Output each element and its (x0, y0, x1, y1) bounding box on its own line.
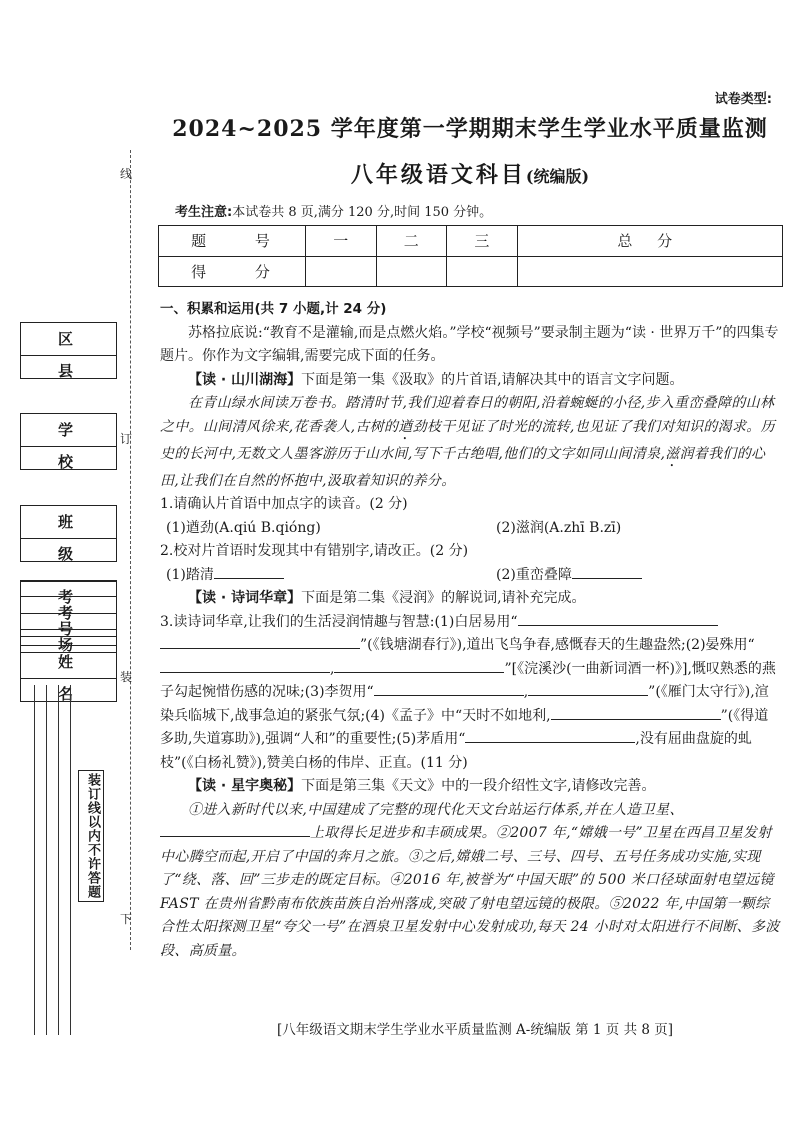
subject-name: 八年级语文科目 (350, 162, 526, 188)
binding-line-2 (46, 685, 47, 1035)
exam-title: 2024~2025 学年度第一学期期末学生学业水平质量监测 (172, 116, 768, 142)
school-field[interactable] (20, 413, 117, 470)
q3-text-b: ”(《钱塘湖春行》),道出飞鸟争春,感慨春天的生趣盎然; (360, 637, 686, 653)
school-label: 学 校 (21, 414, 116, 447)
part-2-tag: 【读 · 诗词华章】 (188, 590, 302, 606)
q3-blank-1b[interactable] (160, 634, 360, 649)
score-header-2: 二 (376, 226, 447, 257)
score-cell-1[interactable] (306, 256, 377, 287)
score-header-3: 三 (447, 226, 518, 257)
no-answer-notice: 装订线以内不许答题 (78, 770, 104, 902)
q1-option-1[interactable]: (1)遒劲(A.qiú B.qióng) (166, 519, 321, 536)
exam-subtitle (160, 158, 780, 189)
part-1-text: 下面是第一集《汲取》的片首语,请解决其中的语言文字问题。 (301, 371, 684, 388)
score-cell-total[interactable] (517, 256, 782, 287)
q3-text-d: ”[《浣溪沙(一曲新词酒一杯)》],慨叹熟悉的燕子勾起惋惜伤感的况味;(3)李贺用“ (160, 660, 776, 700)
county-label: 区 县 (21, 323, 116, 356)
passage-3-a: ①进入新时代以来,中国建成了完整的现代化天文台站运行体系,并在人造卫星、 (188, 801, 684, 818)
score-table-header-row (159, 226, 783, 257)
class-field[interactable] (20, 505, 117, 562)
kaohao-label: 考 号 (21, 581, 116, 614)
q3-blank-4[interactable] (551, 705, 721, 720)
binding-line-4 (70, 685, 71, 1035)
q3-blank-1a[interactable] (518, 611, 718, 626)
part-3-text: 下面是第三集《天文》中的一段介绍性文字,请修改完善。 (301, 778, 656, 794)
class-label: 班 级 (21, 506, 116, 539)
q2-answer-2[interactable] (572, 564, 642, 579)
binding-mark-staple: 订 (120, 432, 133, 446)
name-label: 姓 名 (21, 646, 116, 679)
q3-text-f: (4)《孟子》中“天时不如地利, (365, 707, 551, 724)
intro-paragraph: 苏格拉底说:“教育不是灌输,而是点燃火焰。”学校“视频号”要录制主题为“读 · 世界万千”的四集专题片。你作为文字编辑,需要完成下面的任务。 (160, 324, 779, 364)
q3-text-h: ,没有屈曲盘旋的虬枝”(《白杨礼赞》),赞美白杨的伟岸、正直。(11 分) (160, 731, 752, 771)
q3-blank-3a[interactable] (374, 681, 524, 696)
paper-type-label: 试卷类型: (714, 92, 772, 107)
score-cell-2[interactable] (376, 256, 447, 287)
q2-item-2-label: (2)重峦叠障 (496, 566, 572, 583)
q3-blank-2a[interactable] (160, 658, 330, 673)
candidate-notice (175, 201, 492, 220)
edition-label: (统编版) (525, 167, 590, 186)
part-1-tag: 【读 · 山川湖海】 (188, 371, 302, 388)
binding-line-3 (58, 685, 59, 1035)
q2-item-1 (160, 564, 496, 588)
question-2: 2.校对片首语时发现其中有错别字,请改正。(2 分) (160, 543, 469, 559)
score-table-score-row (159, 256, 783, 287)
binding-line-1 (34, 685, 35, 1035)
question-3: 3.读诗词华章,让我们的生活浸润情趣与智慧:(1)白居易用“”(《钱塘湖春行》),道出飞鸟争春,感慨春天的生趣盎然;(2)晏殊用“, ”[《浣溪沙(一曲新词酒一杯)》],慨叹熟悉的燕子勾起惋惜伤感的况味;(3)李贺用“ , ”(《雁门太守行》),渲染兵临城下,战事急迫的紧张气氛;(4)《孟子》中“天时不如地利, ”(《得道多助,失道寡助》),强调“人和”的重要性;(5)茅盾用“ ,没有屈曲盘旋的虬枝”(《白杨礼赞》),赞美白杨的伟岸、正直。(11 分) (160, 611, 782, 776)
part-3-paragraph (160, 775, 782, 799)
county-field[interactable] (20, 322, 117, 379)
q3-text-a: 3.读诗词华章,让我们的生活浸润情趣与智慧:(1)白居易用“ (160, 613, 518, 630)
passage-3-b: 上取得长足进步和丰硕成果。②2007 年,“嫦娥一号”卫星在西昌卫星发射中心腾空而起,开启了中国的奔月之旅。③之后,嫦娥二号、三号、四号、五号任务成功实施,实现了“绕、落、回”三步走的既定目标。④2016 年,被誉为“中国天眼”的 500 米口径球面射电望远镜 FAST 在贵州省黔南布依族苗族自治州落成,突破了射电望远镜的极限。⑤2022 年,中国第一颗综合性太阳探测卫星“夸父一号”在酒泉卫星发射中心发射成功,每天 24 小时对太阳进行不间断、多波段、高质量。 (160, 825, 780, 959)
part-2-paragraph (160, 587, 782, 611)
kaohao-field[interactable] (20, 580, 117, 637)
passage-3-blank[interactable] (160, 822, 310, 837)
notice-text: 本试卷共 8 页,满分 120 分,时间 150 分钟。 (232, 205, 493, 220)
q1-option-2[interactable]: (2)滋润(A.zhī B.zī) (496, 519, 622, 536)
q2-item-1-label: (1)踏清 (166, 566, 214, 583)
score-table (158, 225, 783, 287)
passage-3 (160, 799, 782, 964)
question-1-options (160, 517, 782, 541)
binding-mark-bind: 装 (120, 670, 133, 684)
score-row-label: 得 分 (159, 256, 306, 287)
page-footer: [八年级语文期末学生学业水平质量监测 A-统编版 第 1 页 共 8 页] (276, 1022, 674, 1038)
q3-blank-3b[interactable] (528, 681, 648, 696)
question-content (160, 298, 782, 963)
passage-1 (160, 392, 782, 493)
score-header-total: 总 分 (517, 226, 782, 257)
q3-text-c: (2)晏殊用“ (685, 637, 755, 653)
score-cell-3[interactable] (447, 256, 518, 287)
binding-dashed-line (130, 150, 131, 950)
part-1-paragraph (160, 369, 782, 393)
passage-1-a: 在青山绿水间读万卷书。踏清时节,我们迎着春日的朝阳,沿着蜿蜒的小径,步入重峦叠障的山林之中。山间清风徐来,花香袭人,古树的 (160, 395, 775, 435)
q3-text-g: ”(《得道多助,失道寡助》),强调“人和”的重要性;(5)茅盾用“ (160, 707, 769, 747)
passage-1-b: 劲枝干见证了时光的流转,也见证了我们对知识的渴求。历史的长河中,无数文人墨客游历于山水间,写下千古绝唱,他们的文字如同山间清泉, (160, 418, 775, 462)
question-2-items (160, 564, 782, 588)
section-1-heading: 一、积累和运用(共 7 小题,计 24 分) (160, 301, 387, 317)
part-2-text: 下面是第二集《浸润》的解说词,请补充完成。 (301, 590, 586, 606)
exam-room-label: 考 场 (21, 597, 116, 630)
q2-answer-1[interactable] (214, 564, 284, 579)
score-header-question: 题 号 (159, 226, 306, 257)
score-header-1: 一 (306, 226, 377, 257)
binding-mark-line: 线 (120, 167, 133, 181)
dotted-char-1: 遒 (398, 418, 413, 435)
question-1: 1.请确认片首语中加点字的读音。(2 分) (160, 496, 408, 512)
q3-blank-5[interactable] (465, 728, 635, 743)
binding-mark-below: 下 (120, 912, 133, 926)
q2-item-2 (496, 564, 642, 588)
dotted-char-2: 滋 (665, 445, 680, 462)
part-3-tag: 【读 · 星宇奥秘】 (188, 778, 302, 794)
q3-text-e: ”(《雁门太守行》),渲染兵临城下,战事急迫的紧张气氛; (160, 684, 769, 724)
passage-1-c: 润着我们的心田,让我们在自然的怀抱中,汲取着知识的养分。 (160, 445, 766, 489)
q3-blank-2b[interactable] (334, 658, 504, 673)
notice-label: 考生注意: (175, 205, 233, 220)
